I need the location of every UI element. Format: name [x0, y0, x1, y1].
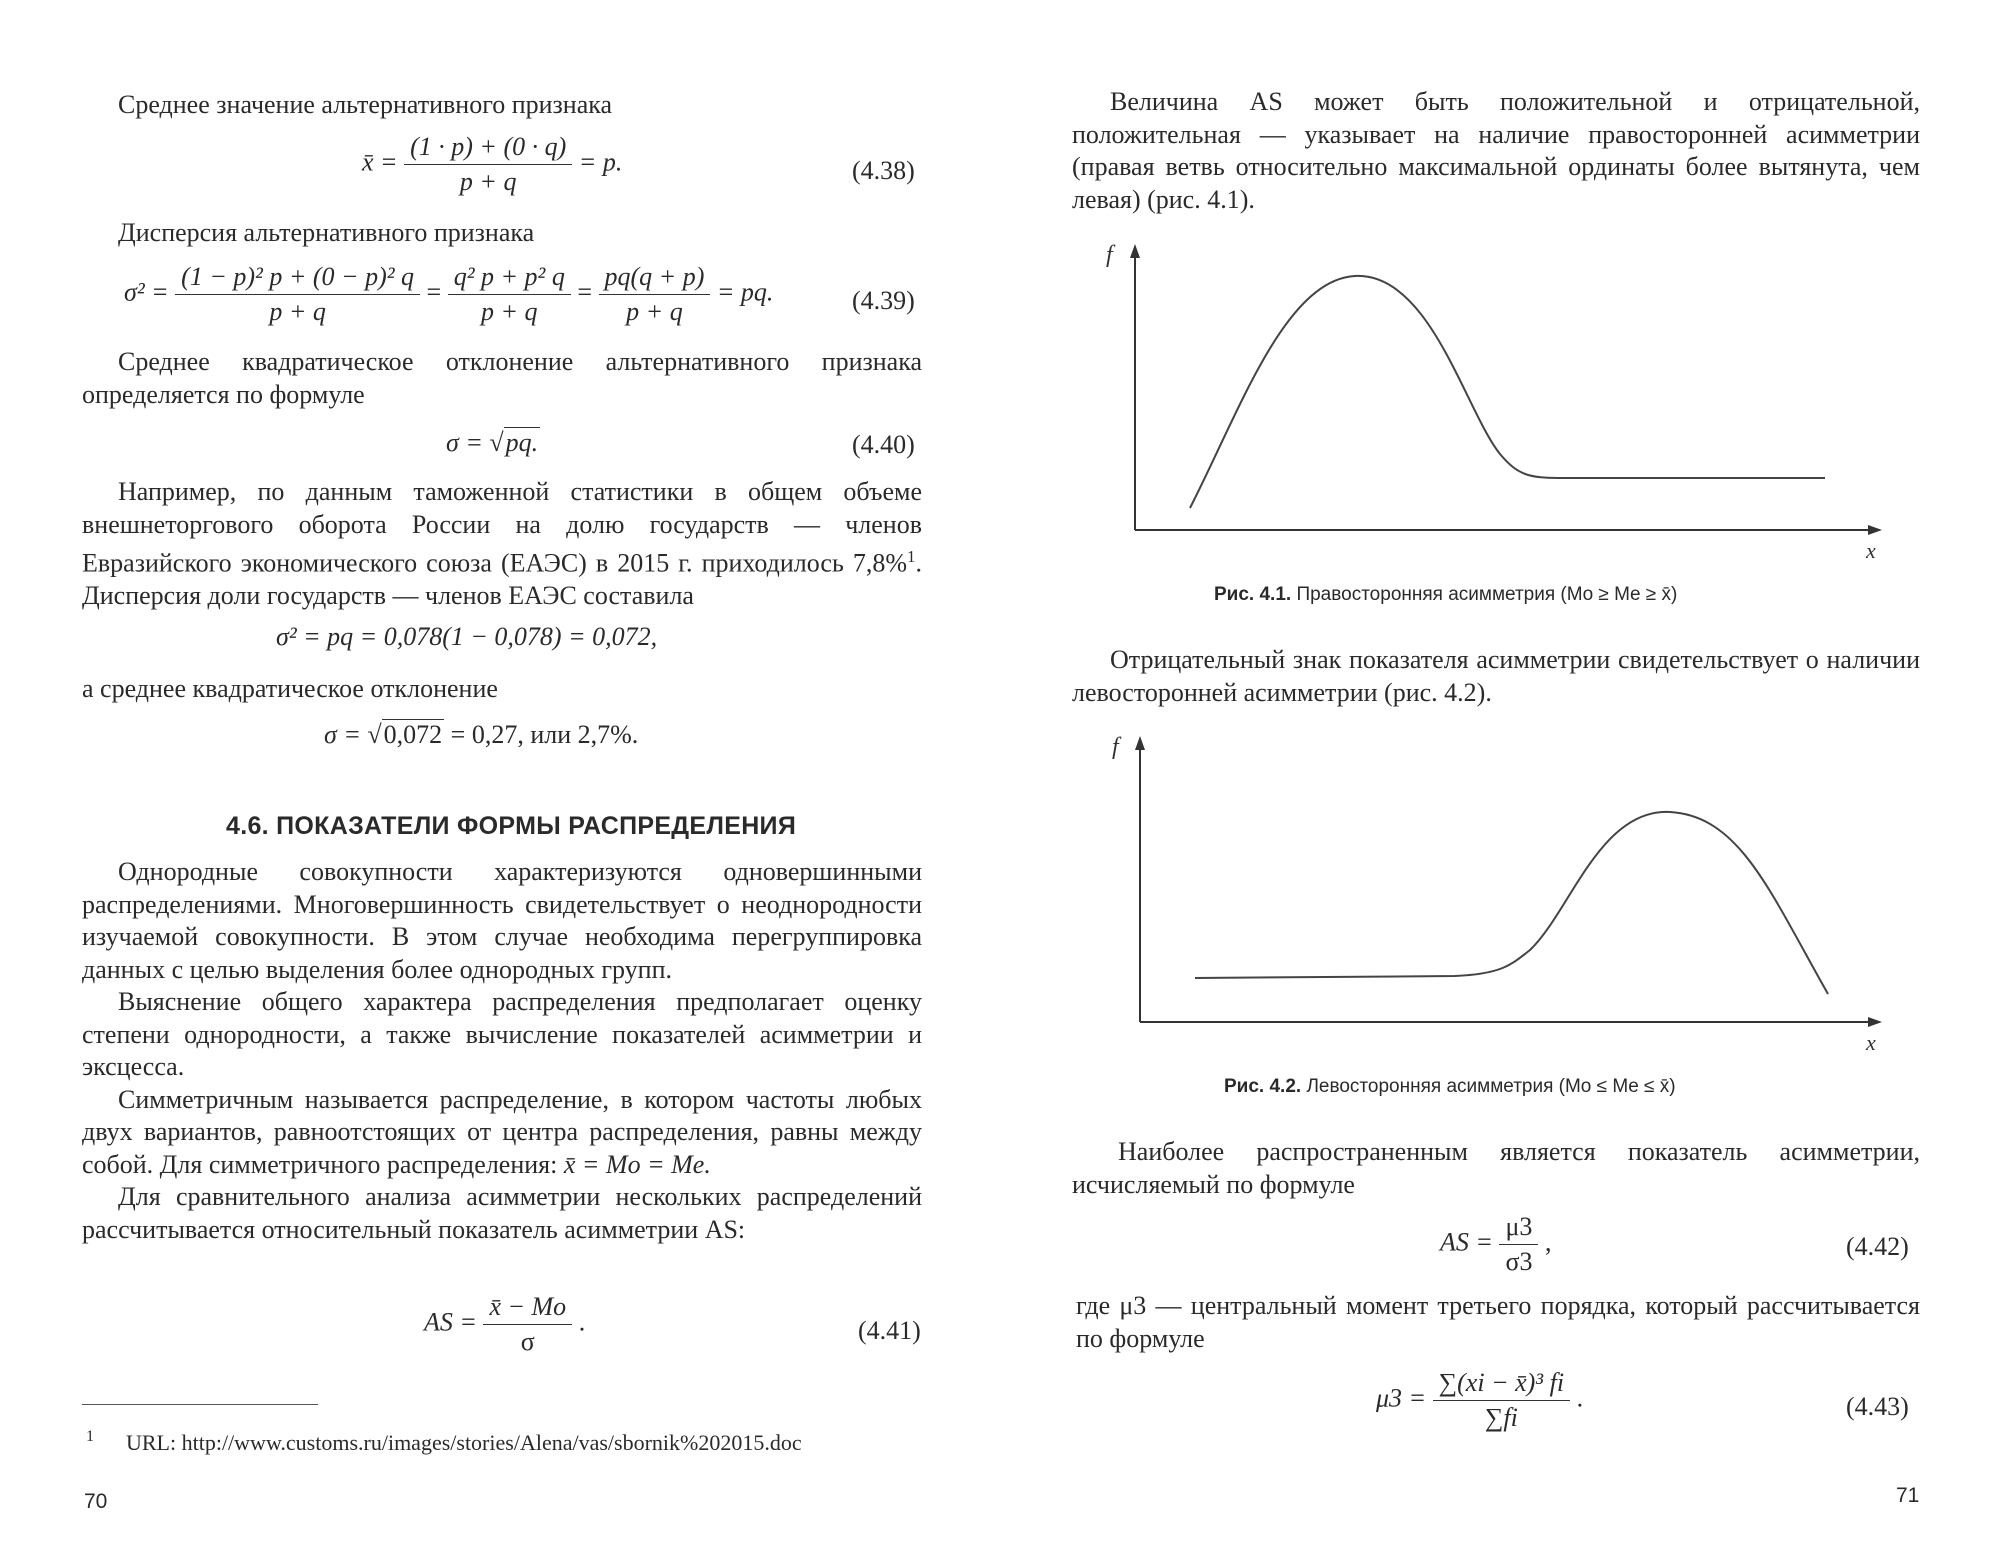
fig1-y-arrow-icon: [1130, 244, 1140, 258]
eq439-fraction-1: [175, 262, 420, 327]
sd-calculation: σ = √0,072 = 0,27, или 2,7%.: [324, 720, 639, 749]
page-number-left: 70: [84, 1490, 108, 1513]
fig2-caption-number: Рис. 4.2.: [1224, 1076, 1302, 1097]
relative-index-paragraph: Для сравнительного анализа асимметрии нескольких распределений рассчитывается относительный показатель асимметрии AS:: [82, 1182, 922, 1244]
footnote-divider: [82, 1404, 318, 1405]
eq443-lhs: μ3 =: [1376, 1383, 1427, 1413]
value-paragraph: Величина AS может быть положительной и отрицательной, положительная — указывает на наличие правосторонней асимметрии (правая ветвь относительно максимальной ординаты более вытянута, чем левая) (рис. 4.1).: [1072, 87, 1920, 214]
equation-number-4-42: (4.42): [1846, 1232, 1909, 1261]
eq438-numerator: (1 · p) + (0 · q): [404, 132, 572, 165]
general-character-paragraph: Выяснение общего характера распределения предполагает оценку степени однородности, а также вычисление показателей асимметрии и эксцесса.: [82, 987, 922, 1081]
sd-paragraph: Среднее квадратическое отклонение альтернативного признака определяется по формуле: [82, 347, 922, 409]
eq442-numerator: μ3: [1499, 1212, 1538, 1245]
fig1-caption-number: Рис. 4.1.: [1214, 584, 1292, 605]
eq439-frac3-denominator: p + q: [626, 297, 683, 326]
fig2-left-skewed-curve: [1195, 812, 1828, 994]
sd-calc-radicand: 0,072: [383, 720, 443, 749]
equation-4-42: [1440, 1212, 1551, 1277]
figure-4-1: [1100, 240, 1900, 570]
eq439-rhs: = pq.: [716, 277, 774, 307]
variance-label: Дисперсия альтернативного признака: [118, 218, 535, 247]
eq438-denominator: p + q: [459, 167, 517, 196]
eq440-radicand: pq.: [505, 428, 539, 457]
equation-number-4-43: (4.43): [1846, 1392, 1909, 1421]
equation-number-4-40: (4.40): [852, 430, 915, 459]
footnote-text: URL: http://www.customs.ru/images/stories/Alena/vas/sbornik%202015.doc: [126, 1430, 802, 1455]
example-paragraph: [82, 476, 922, 613]
eq441-numerator: x̄ − Mo: [483, 1292, 572, 1325]
footnote-mark: 1: [86, 1428, 94, 1445]
eq439-equals-1: =: [426, 277, 442, 307]
eq443-fraction: [1433, 1368, 1570, 1433]
eq439-frac1-numerator: (1 − p)² p + (0 − p)² q: [175, 262, 420, 295]
eq442-lhs: AS =: [1440, 1227, 1493, 1257]
fig1-right-skewed-curve: [1190, 276, 1825, 508]
figure-4-1-caption: [1214, 584, 1677, 606]
fig2-y-arrow-icon: [1135, 736, 1145, 750]
fig1-x-arrow-icon: [1868, 525, 1882, 535]
eq439-frac3-numerator: pq(q + p): [599, 262, 711, 295]
fig1-axis-y-label: f: [1106, 242, 1113, 268]
eq438-lhs: x̄ =: [362, 147, 398, 177]
negative-paragraph: Отрицательный знак показателя асимметрии свидетельствует о наличии левосторонней асимметрии (рис. 4.2).: [1072, 645, 1920, 707]
eq442-rhs: ,: [1544, 1227, 1552, 1257]
mean-label: Среднее значение альтернативного признака: [118, 90, 613, 119]
eq441-lhs: AS =: [424, 1307, 477, 1337]
equation-4-39: [124, 262, 773, 327]
example-text: Например, по данным таможенной статистики в общем объеме внешнеторгового оборота России на долю государств — членов Евразийского экономического союза (ЕАЭС) в 2015 г. приходилось 7,8%: [82, 477, 922, 578]
and-sd-label: а среднее квадратическое отклонение: [82, 674, 498, 703]
equation-4-41: [424, 1292, 585, 1357]
fig2-axis-y-label: f: [1112, 734, 1119, 760]
figure-4-2: [1100, 732, 1900, 1062]
eq441-denominator: σ: [520, 1327, 535, 1356]
symmetric-text: Симметричным называется распределение, в котором частоты любых двух вариантов, равноотстоящих от центра распределения, равны между собой. Для симметричного распределения:: [82, 1084, 922, 1179]
example-text-end: . Дисперсия доли государств — членов ЕАЭС составила: [82, 548, 922, 611]
eq442-fraction: [1499, 1212, 1538, 1277]
fig2-axis-x-label: x: [1866, 1030, 1876, 1055]
fig2-x-arrow-icon: [1868, 1017, 1882, 1027]
footnote-ref: 1: [907, 547, 916, 566]
equation-number-4-39: (4.39): [852, 286, 915, 315]
section-heading: 4.6. ПОКАЗАТЕЛИ ФОРМЫ РАСПРЕДЕЛЕНИЯ: [226, 812, 797, 840]
fig2-caption-text: Левосторонняя асимметрия (Mo ≤ Me ≤ x̄): [1306, 1076, 1676, 1097]
sd-calc-lhs: σ =: [324, 720, 361, 749]
figure-4-2-caption: [1224, 1076, 1676, 1098]
right-page: [1000, 0, 2000, 1562]
eq438-rhs: = p.: [578, 147, 623, 177]
eq441-rhs: .: [578, 1307, 586, 1337]
eq439-equals-2: =: [577, 277, 593, 307]
eq439-frac2-numerator: q² p + p² q: [448, 262, 571, 295]
eq439-frac2-denominator: p + q: [481, 297, 538, 326]
eq441-fraction: [483, 1292, 572, 1357]
common-index-paragraph: Наиболее распространенным является показатель асимметрии, исчисляемый по формуле: [1072, 1137, 1920, 1199]
fig1-axis-x-label: x: [1866, 538, 1876, 563]
variance-calculation: σ² = pq = 0,078(1 − 0,078) = 0,072,: [276, 622, 658, 651]
page-number-right: 71: [1896, 1484, 1920, 1507]
sd-calc-rhs: = 0,27, или 2,7%.: [450, 720, 639, 749]
equation-4-38: [362, 132, 622, 197]
body-paragraphs: [82, 856, 922, 1246]
eq439-fraction-3: [599, 262, 711, 327]
where-paragraph: где μ3 — центральный момент третьего порядка, который рассчитывается по формуле: [1076, 1291, 1920, 1353]
eq443-numerator: ∑(xi − x̄)³ fi: [1433, 1368, 1570, 1401]
eq443-denominator: ∑fi: [1484, 1403, 1518, 1432]
equation-number-4-38: (4.38): [852, 156, 915, 185]
eq438-fraction: [404, 132, 572, 197]
equation-4-43: [1376, 1368, 1583, 1433]
eq439-fraction-2: [448, 262, 571, 327]
eq439-frac1-denominator: p + q: [269, 297, 326, 326]
eq439-lhs: σ² =: [124, 277, 169, 307]
fig1-caption-text: Правосторонняя асимметрия (Mo ≥ Me ≥ x̄): [1296, 584, 1678, 605]
equation-number-4-41: (4.41): [858, 1316, 921, 1345]
homogeneous-paragraph: Однородные совокупности характеризуются одновершинными распределениями. Многовершинность свидетельствует о неоднородности изучаемой совокупности. В этом случае необходима перегруппировка данных с целью выделения более однородных групп.: [82, 857, 922, 984]
symmetric-paragraph: [82, 1084, 922, 1182]
symmetric-formula: x̄ = Mo = Me.: [563, 1149, 711, 1179]
eq442-denominator: σ3: [1505, 1247, 1533, 1276]
eq443-rhs: .: [1576, 1383, 1584, 1413]
equation-4-40: σ = √pq.: [446, 428, 539, 457]
eq440-lhs: σ =: [446, 428, 483, 457]
